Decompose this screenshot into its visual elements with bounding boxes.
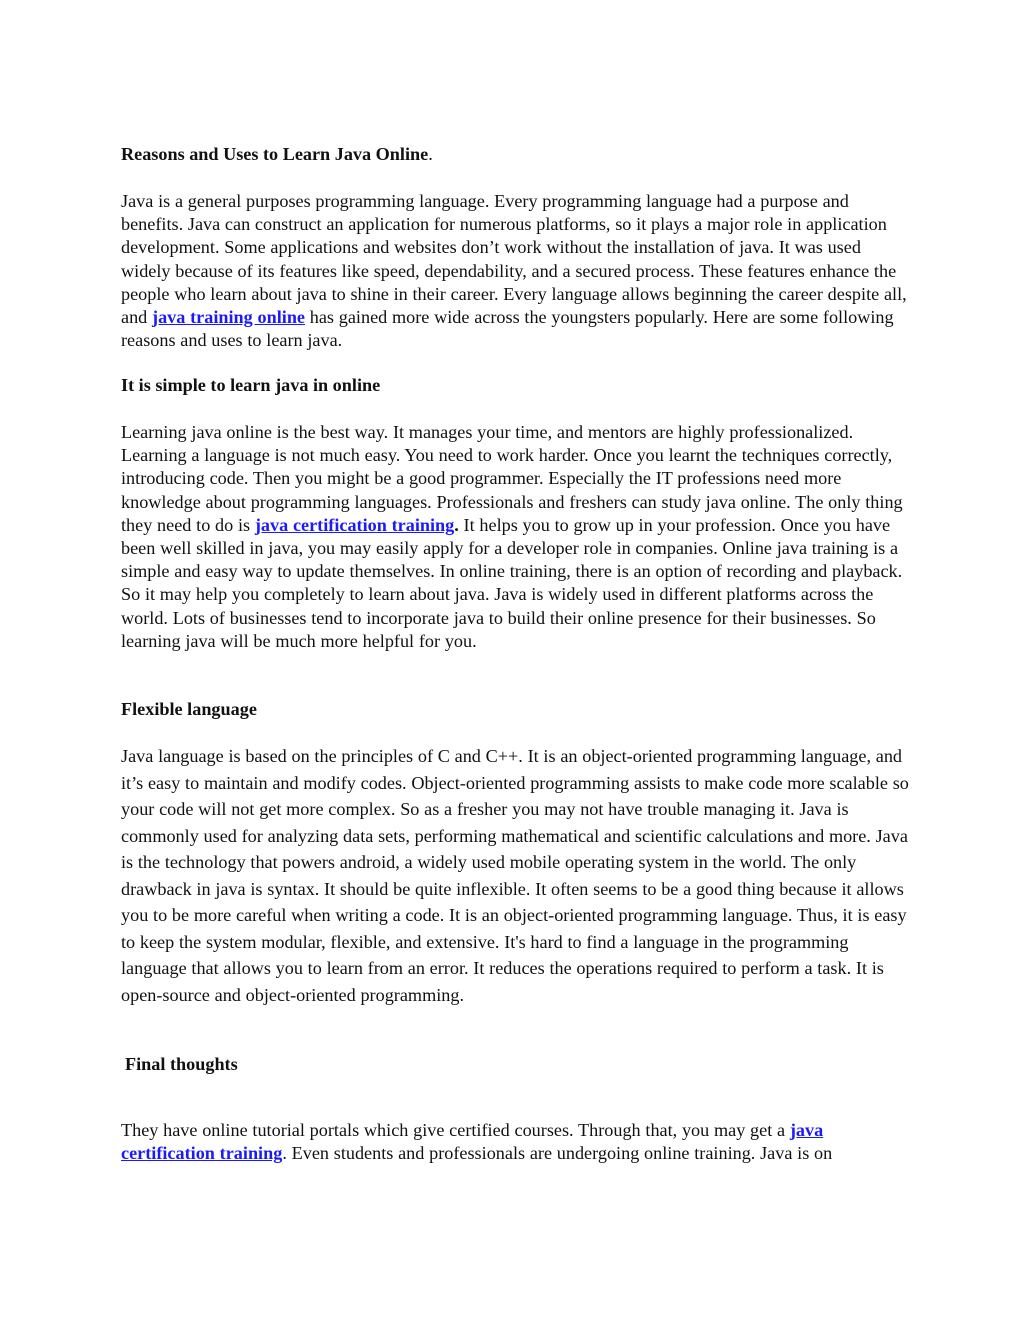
section-simple-link-suffix: . (454, 514, 459, 535)
section-simple-text-after-link: It helps you to grow up in your profession. Once you have been well skilled in java, you may easily apply for a developer role in companies. Online java training is a simple and easy way to update themselves. In online training, there is an option of recording and playback. So it may help you completely to learn about java. Java is widely used in different platforms across the world. Lots of businesses tend to incorporate java to build their online presence for their businesses. So learning java will be much more helpful for you. (121, 514, 903, 651)
intro-text-before-link: Java is a general purposes programming language. Every programming language had a purpose and benefits. Java can construct an application for numerous platforms, so it plays a major role in application development. Some applications and websites don’t work without the installation of java. It was used widely because of its features like speed, dependability, and a secured process. These features enhance the people who learn about java to shine in their career. Every language allows beginning the career despite all, and (121, 191, 907, 328)
section-flexible-heading: Flexible language (121, 699, 257, 719)
section-final-text-before-link: They have online tutorial portals which give certified courses. Through that, you may get a (121, 1120, 790, 1140)
section-final-text-after-link: . Even students and professionals are undergoing online training. Java is on (282, 1143, 833, 1164)
document-title-line (121, 143, 911, 166)
java-certification-training-link[interactable]: java certification training (254, 514, 455, 535)
section-simple-text-before-link: Learning java online is the best way. It manages your time, and mentors are highly professionalized. Learning a language is not much easy. You need to work harder. Once you learnt the techniques correctly, introducing code. Then you might be a good programmer. Especially the IT professions need more knowledge about programming languages. Professionals and freshers can study java online. The only thing they need to do is (121, 422, 903, 535)
section-simple-heading: It is simple to learn java in online (121, 375, 381, 395)
java-certification-training-link-final[interactable]: java certification training (121, 1120, 824, 1164)
intro-text-after-link: has gained more wide across the youngsters popularly. Here are some following reasons and uses to learn java. (121, 307, 894, 351)
section-simple-paragraph (121, 421, 911, 653)
section-flexible-paragraph: Java language is based on the principles of C and C++. It is an object-oriented programming language, and it’s easy to maintain and modify codes. Object-oriented programming assists to make code more scalable so your code will not get more complex. So as a fresher you may not have trouble managing it. Java is commonly used for analyzing data sets, performing mathematical and scientific calculations and more. Java is the technology that powers android, a widely used mobile operating system in the world. The only drawback in java is syntax. It should be quite inflexible. It often seems to be a good thing because it allows you to be more careful when writing a code. It is an object-oriented programming language. Thus, it is easy to keep the system modular, flexible, and extensive. It's hard to find a language in the programming language that allows you to learn from an error. It reduces the operations required to perform a task. It is open-source and object-oriented programming. (121, 746, 909, 1005)
java-training-online-link[interactable]: java training online (152, 307, 306, 328)
document-title-suffix: . (428, 144, 433, 164)
section-final-paragraph (121, 1119, 911, 1165)
document-title: Reasons and Uses to Learn Java Online (121, 144, 429, 164)
intro-paragraph (121, 190, 911, 352)
section-final-heading: Final thoughts (125, 1054, 238, 1074)
